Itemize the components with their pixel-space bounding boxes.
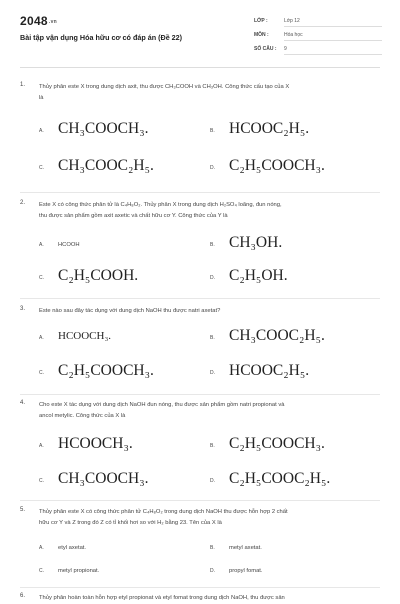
option-value: C₂H₅OH. [229, 267, 288, 284]
question-line: thu được sản phẩm gồm axit axetic và chất hữu cơ Y. Công thức của Y là [39, 213, 228, 219]
question-text [39, 400, 380, 422]
question-line: Thủy phân este X có công thức phân tử C₄H₈O₂ trong dung dịch NaOH thu được hỗn hợp 2 chất [39, 509, 288, 515]
option-value: metyl axetat. [229, 545, 262, 551]
option-label: C. [39, 370, 44, 376]
question-number: 1. [20, 82, 26, 88]
option-label: B. [210, 128, 215, 134]
question-divider [20, 587, 380, 588]
question-number: 2. [20, 200, 26, 206]
question-line: Thủy phân este X trong dung dịch axit, thu được CH₃COOH và CH₃OH. Công thức cấu tạo của X [39, 84, 290, 90]
option-value: C₂H₅COOCH₃. [229, 157, 325, 174]
option-value: C₂H₅COOCH₃. [229, 435, 325, 452]
question-text [39, 593, 380, 604]
option-label: C. [39, 275, 44, 281]
question-line: Cho este X tác dụng với dung dịch NaOH đun nóng, thu được sản phẩm gồm natri propionat và [39, 402, 285, 408]
meta-value: Hóa học [284, 32, 303, 38]
question-line: Este nào sau đây tác dụng với dung dịch NaOH thu được natri axetat? [39, 308, 221, 314]
meta-value: 9 [284, 46, 287, 52]
question-line: Thủy phân hoàn toàn hỗn hợp etyl propionat và etyl fomat trong dung dịch NaOH, thu được sản [39, 595, 285, 601]
question-line: hữu cơ Y và Z trong đó Z có tỉ khối hơi so với H₂ bằng 23. Tên của X là [39, 520, 222, 526]
option-value: metyl propionat. [58, 568, 100, 574]
option-label: C. [39, 568, 44, 574]
question-number: 4. [20, 400, 26, 406]
question-divider [20, 500, 380, 501]
question-divider [20, 192, 380, 193]
option-value: HCOOC₂H₅. [229, 362, 310, 379]
site-logo[interactable] [20, 14, 57, 28]
option-value: HCOOCH₃. [58, 330, 112, 342]
option-label: A. [39, 443, 44, 449]
meta-key: SỐ CÂU : [254, 46, 277, 52]
option-label: D. [210, 478, 215, 484]
meta-underline [284, 40, 382, 41]
meta-underline [284, 26, 382, 27]
option-label: B. [210, 242, 215, 248]
option-label: B. [210, 443, 215, 449]
option-label: B. [210, 545, 215, 551]
option-label: D. [210, 275, 215, 281]
logo-tld: .vn [48, 18, 58, 25]
option-value: CH₃COOCH₃. [58, 120, 149, 137]
question-text [39, 507, 380, 529]
question-line: Este X có công thức phân tử là C₄H₈O₂. Thủy phân X trong dung dịch H₂SO₄ loãng, đun nóng, [39, 202, 282, 208]
option-label: A. [39, 128, 44, 134]
option-value: HCOOC₂H₅. [229, 120, 310, 137]
option-value: C₂H₅COOCH₃. [58, 362, 154, 379]
option-value: HCOOH [58, 242, 80, 248]
meta-underline [284, 54, 382, 55]
option-value: CH₃OH. [229, 234, 283, 251]
option-label: D. [210, 165, 215, 171]
option-value: C₂H₅COOH. [58, 267, 139, 284]
question-text [39, 200, 380, 222]
meta-key: MÔN : [254, 32, 269, 38]
document-title: Bài tập vận dụng Hóa hữu cơ có đáp án (Đề 22) [20, 33, 183, 42]
question-number: 3. [20, 306, 26, 312]
question-line: ancol metylic. Công thức của X là [39, 413, 126, 419]
option-label: A. [39, 335, 44, 341]
option-label: A. [39, 545, 44, 551]
option-value: CH₃COOC₂H₅. [229, 327, 325, 344]
option-label: C. [39, 478, 44, 484]
meta-key: LỚP : [254, 18, 268, 24]
meta-value: Lớp 12 [284, 18, 300, 24]
option-label: C. [39, 165, 44, 171]
option-label: A. [39, 242, 44, 248]
option-value: propyl fomat. [229, 568, 263, 574]
option-label: D. [210, 568, 215, 574]
option-value: HCOOCH₃. [58, 435, 133, 452]
header-divider [20, 67, 380, 68]
logo-text: 2048 [20, 14, 48, 28]
question-text [39, 82, 380, 104]
question-number: 5. [20, 507, 26, 513]
option-value: C₂H₅COOC₂H₅. [229, 470, 331, 487]
question-text [39, 306, 380, 317]
question-divider [20, 298, 380, 299]
option-label: D. [210, 370, 215, 376]
option-value: CH₃COOC₂H₅. [58, 157, 154, 174]
question-number: 6. [20, 593, 26, 599]
option-label: B. [210, 335, 215, 341]
option-value: CH₃COOCH₃. [58, 470, 149, 487]
question-line: là [39, 95, 44, 101]
option-value: etyl axetat. [58, 545, 87, 551]
question-divider [20, 394, 380, 395]
